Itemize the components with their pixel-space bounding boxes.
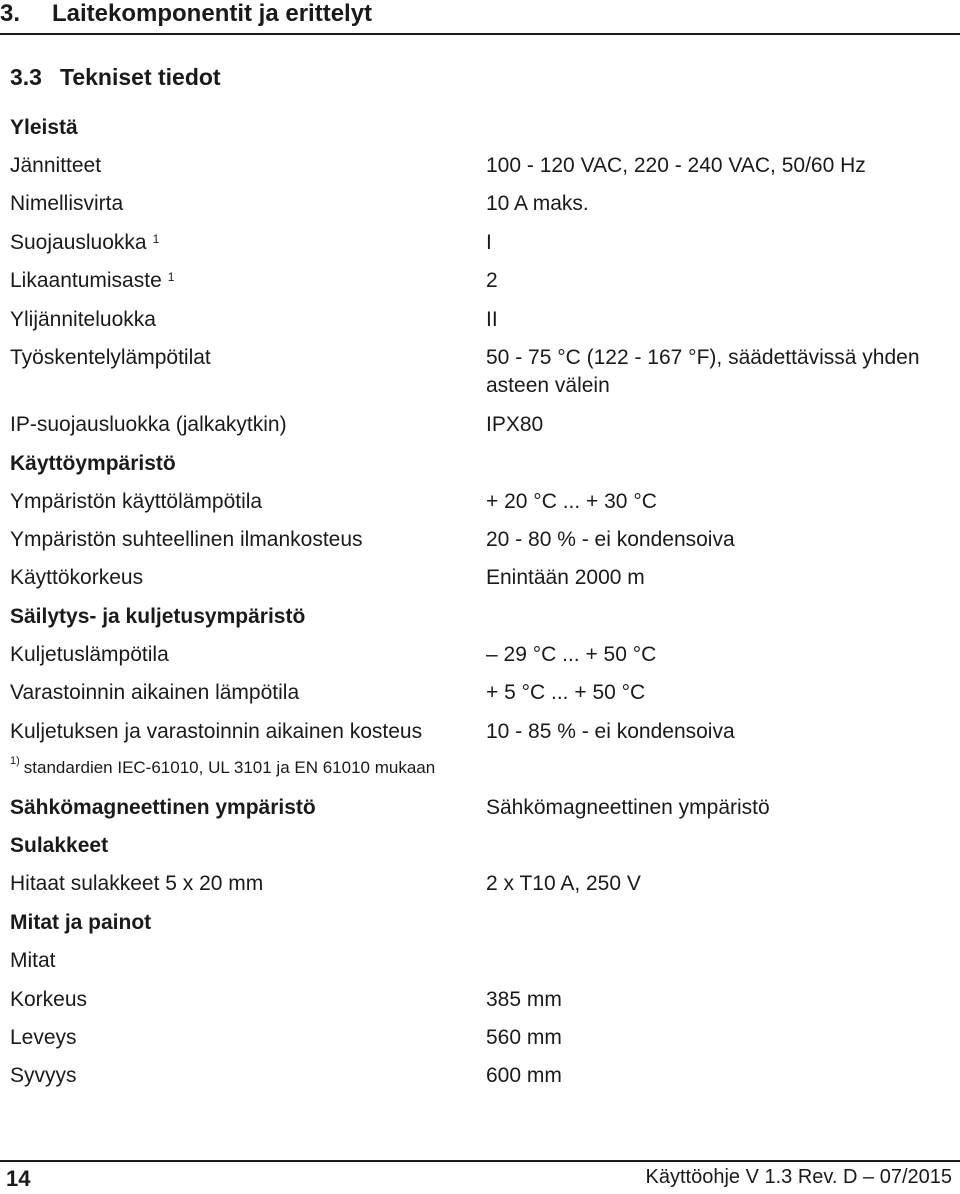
section-heading (10, 64, 221, 91)
chapter-heading (0, 0, 960, 34)
row-value: – 29 °C ... + 50 °C (486, 643, 657, 666)
row-value: II (486, 308, 498, 331)
row-label: Käyttökorkeus (10, 566, 144, 589)
chapter-number: 3. (0, 0, 21, 27)
row-label: Leveys (10, 1026, 77, 1049)
row-label: Ylijänniteluokka (10, 308, 156, 331)
row-value: Enintään 2000 m (486, 566, 645, 589)
row-label: Käyttöympäristö (10, 452, 176, 475)
row-label: Ympäristön suhteellinen ilmankosteus (10, 528, 363, 551)
document-reference: Käyttöohje V 1.3 Rev. D – 07/2015 (645, 1166, 952, 1188)
section-title: Tekniset tiedot (60, 64, 221, 90)
row-value: 2 (486, 269, 498, 292)
row-value: + 5 °C ... + 50 °C (486, 681, 646, 704)
row-label (10, 229, 159, 257)
row-label: Kuljetuksen ja varastoinnin aikainen kosteus (10, 720, 423, 743)
page-number: 14 (6, 1166, 31, 1191)
footnote-ref: 1 (167, 270, 175, 284)
row-value: 10 A maks. (486, 192, 589, 215)
row-label (10, 267, 174, 295)
footnote-ref: 1 (152, 232, 160, 246)
row-value: 2 x T10 A, 250 V (486, 872, 641, 895)
row-label: Korkeus (10, 988, 88, 1011)
row-label: Varastoinnin aikainen lämpötila (10, 681, 300, 704)
row-label: Hitaat sulakkeet 5 x 20 mm (10, 872, 264, 895)
row-label: Työskentelylämpötilat (10, 346, 211, 369)
row-label: Syvyys (10, 1064, 77, 1087)
row-value: 10 - 85 % - ei kondensoiva (486, 720, 735, 743)
chapter-title: Laitekomponentit ja erittelyt (52, 0, 373, 27)
row-label: Säilytys- ja kuljetusympäristö (10, 605, 306, 628)
section-number: 3.3 (10, 64, 42, 90)
footnote (10, 755, 436, 778)
row-label: IP-suojausluokka (jalkakytkin) (10, 413, 287, 436)
footnote-text: standardien IEC-61010, UL 3101 ja EN 61010 mukaan (23, 758, 436, 777)
row-label: Kuljetuslämpötila (10, 643, 169, 666)
row-label: Sähkömagneettinen ympäristö (10, 796, 316, 819)
row-value: 20 - 80 % - ei kondensoiva (486, 528, 735, 551)
row-value: 600 mm (486, 1064, 562, 1087)
row-label: Nimellisvirta (10, 192, 124, 215)
row-value: I (486, 231, 492, 254)
row-label: Mitat ja painot (10, 911, 152, 934)
row-label: Yleistä (10, 116, 78, 139)
row-value: 100 - 120 VAC, 220 - 240 VAC, 50/60 Hz (486, 154, 866, 177)
row-value: 385 mm (486, 988, 562, 1011)
row-value: IPX80 (486, 413, 544, 436)
header-divider (0, 33, 960, 35)
row-label: Jännitteet (10, 154, 102, 177)
row-label: Mitat (10, 949, 56, 972)
row-label-text: Likaantumisaste (10, 269, 162, 292)
footer-divider (0, 1160, 960, 1162)
row-value: 50 - 75 °C (122 - 167 °F), säädettävissä yhden asteen välein (486, 346, 920, 397)
row-label-text: Suojausluokka (10, 231, 147, 254)
row-value: 560 mm (486, 1026, 562, 1049)
footnote-mark: 1) (10, 755, 20, 767)
row-label: Sulakkeet (10, 834, 109, 857)
row-value: Sähkömagneettinen ympäristö (486, 796, 770, 819)
row-value: + 20 °C ... + 30 °C (486, 490, 657, 513)
row-label: Ympäristön käyttölämpötila (10, 490, 263, 513)
